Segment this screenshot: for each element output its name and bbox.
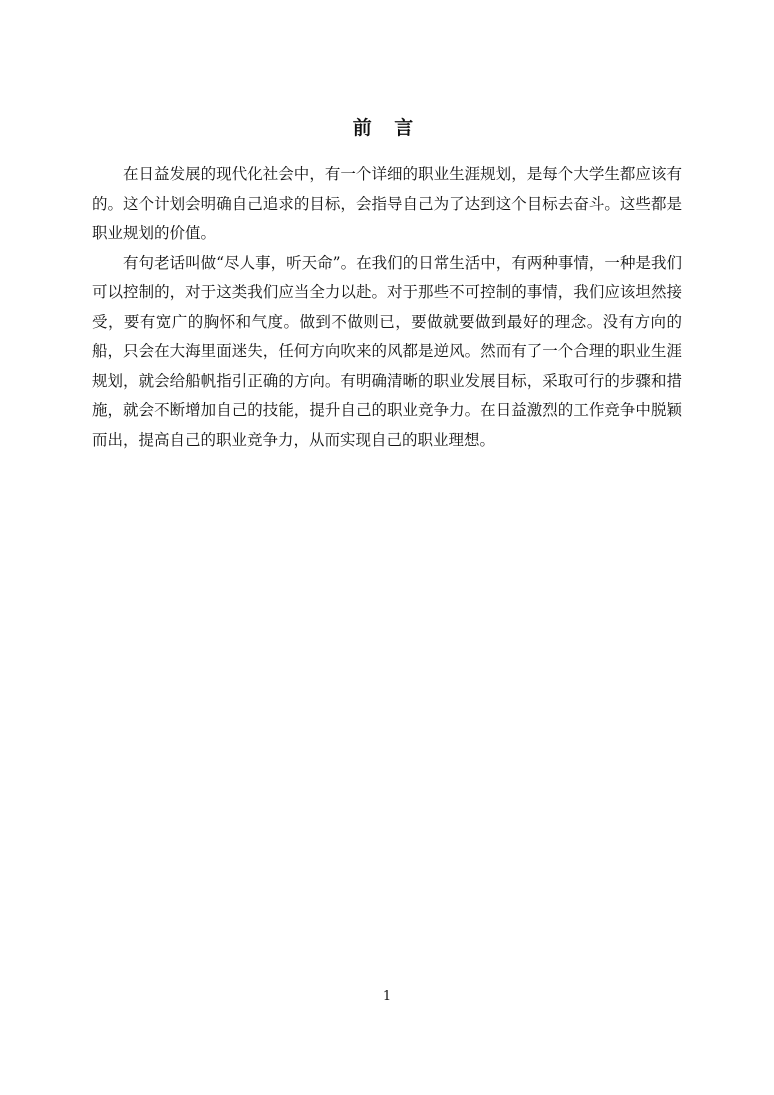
paragraph-1: 在日益发展的现代化社会中，有一个详细的职业生涯规划，是每个大学生都应该有的。这个计划会明确自己追求的目标，会指导自己为了达到这个目标去奋斗。这些都是职业规划的价值。	[92, 165, 682, 242]
paragraph-2: 有句老话叫做“尽人事，听天命”。在我们的日常生活中，有两种事情，一种是我们可以控制的，对于这类我们应当全力以赴。对于那些不可控制的事情，我们应该坦然接受，要有宽广的胸怀和气度。做到不做则已，要做就要做到最好的理念。没有方向的船，只会在大海里面迷失，任何方向吹来的风都是逆风。然而有了一个合理的职业生涯规划，就会给船帆指引正确的方向。有明确清晰的职业发展目标，采取可行的步骤和措施，就会不断增加自己的技能，提升自己的职业竞争力。在日益激烈的工作竞争中脱颖而出，提高自己的职业竞争力，从而实现自己的职业理想。	[92, 253, 682, 449]
page-title: 前 言	[352, 117, 422, 139]
page-number: 1	[382, 989, 392, 1004]
document-body	[92, 160, 682, 455]
